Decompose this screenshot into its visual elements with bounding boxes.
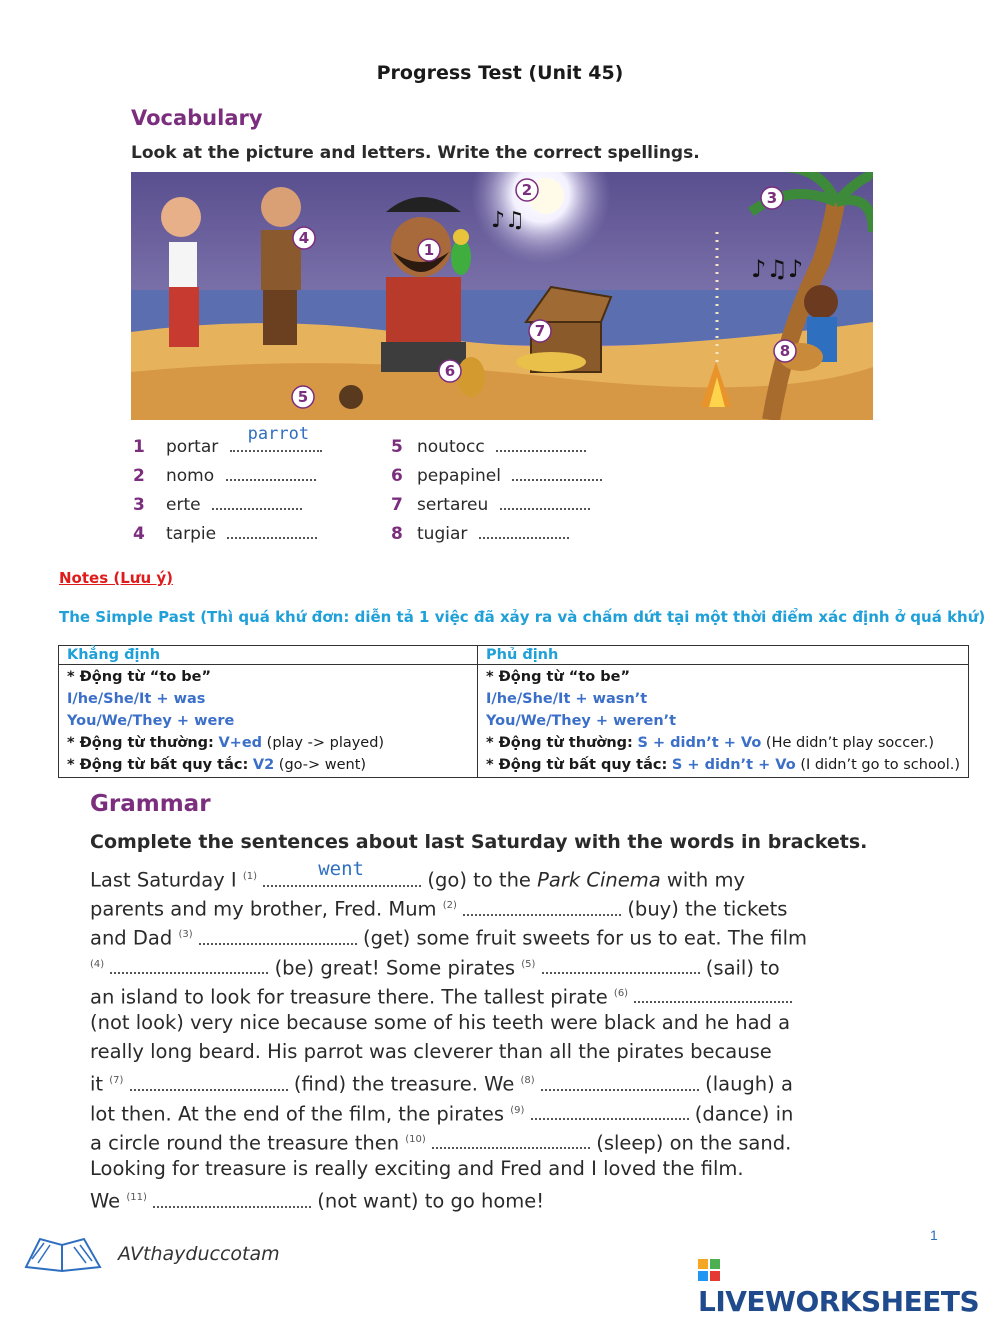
vocab-answer-8[interactable] bbox=[479, 521, 569, 539]
grammar-gap-9[interactable] bbox=[531, 1100, 689, 1120]
vocab-answer-7[interactable] bbox=[500, 492, 590, 510]
simple-past-heading: The Simple Past (Thì quá khứ đơn: diễn tả 1 việc đã xảy ra và chấm dứt tại một thời điểm xác định ở quá khứ) bbox=[59, 608, 986, 626]
grammar-gap-3[interactable] bbox=[199, 925, 357, 945]
vocabulary-heading: Vocabulary bbox=[131, 106, 263, 130]
vocab-item: 5 noutocc bbox=[391, 434, 586, 457]
pirate-beach-illustration bbox=[131, 172, 873, 420]
grammar-instruction: Complete the sentences about last Saturday with the words in brackets. bbox=[90, 831, 868, 853]
grammar-passage: Last Saturday I $^{(1)}$ went (go) to the Park Cinema with my parents and my brother, Fred. Mum $^{(2)}$ (buy) the tickets and Dad $^{(3)}$ (get) some fruit sweets for us to eat. The film $^{(4)}$ (be) great! Some pirates $^{(5)}$ (sail) to an island to look for treasure there. The tallest pirate $^{(6)}$ (not look) very nice because some of his teeth were black and he had a really long beard. His parrot was cleverer than all the pirates because it $^{(7)}$ (find) the treasure. We $^{(8)}$ (laugh) a lot then. At the end of the film, the pirates $^{(9)}$ (dance) in a circle round the treasure then $^{(10)}$ (sleep) on the sand. Looking for treasure is really exciting and Fred and I loved the film. We $^{(11)}$ (not want) to go home! bbox=[90, 857, 807, 1213]
label-6: 6 bbox=[444, 362, 456, 380]
grammar-gap-6[interactable] bbox=[634, 983, 792, 1003]
brand-name: AVthayduccotam bbox=[118, 1243, 280, 1265]
negative-cell: * Động từ “to be” I/he/She/It + wasn’t You/We/They + weren’t * Động từ thường: S + didn’t + Vo (He didn’t play soccer.) * Động từ bất quy tắc: S + didn’t + Vo (I didn’t go to school.) bbox=[478, 665, 969, 778]
vocabulary-instruction: Look at the picture and letters. Write the correct spellings. bbox=[131, 143, 700, 163]
vocab-item: 6 pepapinel bbox=[391, 463, 602, 486]
vocab-item: 4 tarpie bbox=[133, 521, 317, 544]
grammar-gap-5[interactable] bbox=[542, 954, 700, 974]
label-7: 7 bbox=[534, 322, 546, 340]
grammar-gap-10[interactable] bbox=[432, 1129, 590, 1149]
grammar-gap-8[interactable] bbox=[541, 1071, 699, 1091]
vocab-item: 8 tugiar bbox=[391, 521, 569, 544]
affirmative-cell: * Động từ “to be” I/he/She/It + was You/We/They + were * Động từ thường: V+ed (play -> played) * Động từ bất quy tắc: V2 (go-> went) bbox=[59, 665, 478, 778]
grammar-gap-2[interactable] bbox=[463, 896, 621, 916]
grammar-heading: Grammar bbox=[90, 791, 211, 817]
label-8: 8 bbox=[779, 342, 791, 360]
grammar-gap-7[interactable] bbox=[130, 1071, 288, 1091]
grammar-gap-1[interactable]: went bbox=[263, 867, 421, 887]
vocab-item: 2 nomo bbox=[133, 463, 316, 486]
grammar-table bbox=[58, 645, 969, 778]
label-4: 4 bbox=[298, 229, 310, 247]
table-header-negative: Phủ định bbox=[478, 646, 969, 665]
label-5: 5 bbox=[297, 388, 309, 406]
vocab-answer-6[interactable] bbox=[512, 463, 602, 481]
page-title: Progress Test (Unit 45) bbox=[376, 62, 624, 84]
grammar-gap-11[interactable] bbox=[153, 1188, 311, 1208]
label-1: 1 bbox=[423, 241, 435, 259]
liveworksheets-logo: LIVEWORKSHEETS bbox=[698, 1252, 1000, 1318]
vocab-answer-1[interactable]: parrot bbox=[230, 434, 322, 452]
vocab-answer-4[interactable] bbox=[227, 521, 317, 539]
label-2: 2 bbox=[521, 181, 533, 199]
vocab-answer-3[interactable] bbox=[212, 492, 302, 510]
book-logo-icon bbox=[22, 1233, 104, 1280]
grammar-gap-4[interactable] bbox=[110, 954, 268, 974]
page-number: 1 bbox=[930, 1227, 938, 1243]
table-header-affirmative: Khẳng định bbox=[59, 646, 478, 665]
vocab-answer-2[interactable] bbox=[226, 463, 316, 481]
svg-text:♪♫: ♪♫ bbox=[491, 208, 525, 233]
vocab-item: 3 erte bbox=[133, 492, 302, 515]
vocab-item: 1 portar parrot bbox=[133, 434, 322, 457]
svg-text:♪♫♪: ♪♫♪ bbox=[751, 255, 804, 283]
notes-heading: Notes (Lưu ý) bbox=[59, 569, 173, 587]
vocab-item: 7 sertareu bbox=[391, 492, 590, 515]
vocab-answer-5[interactable] bbox=[496, 434, 586, 452]
label-3: 3 bbox=[766, 189, 778, 207]
liveworksheets-icon bbox=[698, 1259, 720, 1281]
